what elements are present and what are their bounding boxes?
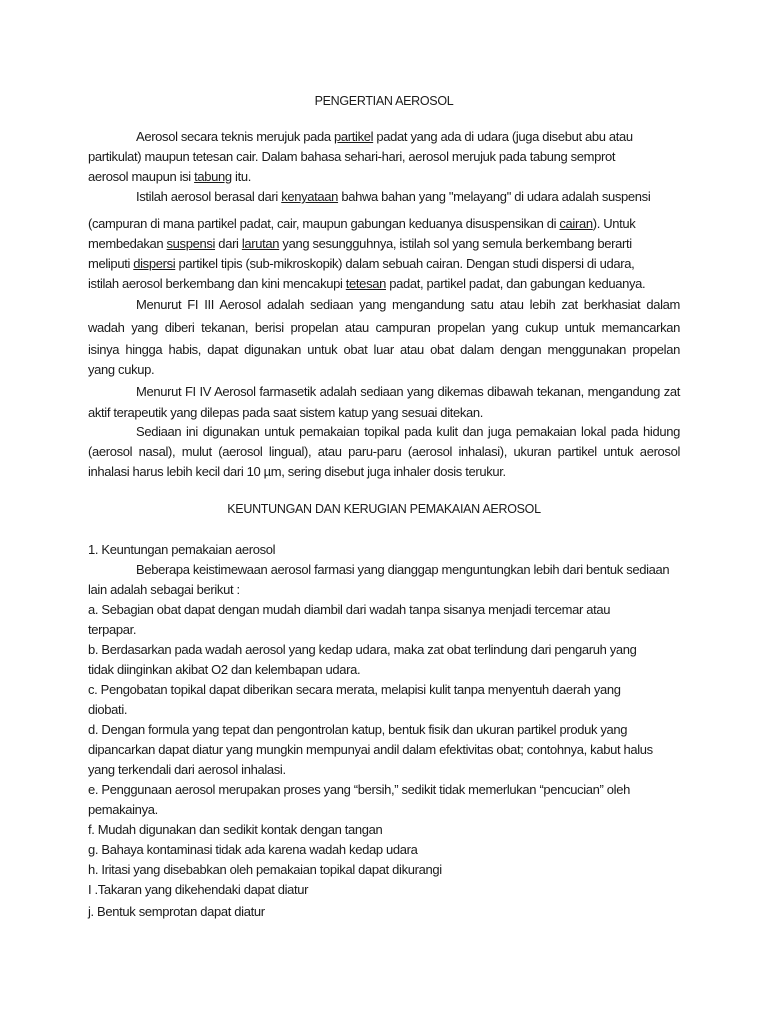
text-line	[136, 424, 680, 440]
text-segment: g. Bahaya kontaminasi tidak ada karena wadah kedap udara	[88, 842, 418, 857]
text-segment: pemakainya.	[88, 802, 158, 817]
text-segment: I .Takaran yang dikehendaki dapat diatur	[88, 882, 309, 897]
text-segment: aktif terapeutik yang dilepas pada saat sistem katup yang sesuai ditekan.	[88, 405, 484, 420]
text-segment: Menurut FI III Aerosol adalah sediaan yang mengandung satu atau lebih zat berkhasiat dalam	[136, 297, 680, 312]
text-line	[88, 256, 634, 272]
text-line	[88, 682, 621, 698]
text-line	[88, 782, 630, 798]
text-line	[88, 169, 251, 185]
text-segment: inhalasi harus lebih kecil dari 10 µm, sering disebut juga inhaler dosis terukur.	[88, 464, 506, 479]
text-line	[136, 562, 669, 578]
text-line	[88, 662, 360, 678]
text-segment: Istilah aerosol berasal dari	[136, 189, 282, 204]
text-segment: 1. Keuntungan pemakaian aerosol	[88, 542, 276, 557]
section-title-keuntungan: KEUNTUNGAN DAN KERUGIAN PEMAKAIAN AEROSOL	[227, 502, 541, 516]
text-line	[88, 702, 127, 718]
text-segment: h. Iritasi yang disebabkan oleh pemakaian topikal dapat dikurangi	[88, 862, 442, 877]
text-line	[88, 444, 680, 460]
text-segment: Beberapa keistimewaan aerosol farmasi yang dianggap menguntungkan lebih dari bentuk sediaan	[136, 562, 670, 577]
text-segment: b. Berdasarkan pada wadah aerosol yang kedap udara, maka zat obat terlindung dari pengaruh yang	[88, 642, 637, 657]
text-segment: yang sesungguhnya, istilah sol yang semula berkembang berarti	[279, 236, 632, 251]
text-line	[136, 297, 680, 313]
text-segment: yang cukup.	[88, 362, 155, 377]
text-line	[88, 822, 382, 838]
text-segment: wadah yang diberi tekanan, berisi propelan atau campuran propelan yang cukup untuk memancarkan	[88, 320, 680, 335]
text-segment: isinya hingga habis, dapat digunakan untuk obat luar atau obat dalam dengan menggunakan propelan	[88, 342, 680, 357]
hyperlink-term[interactable]: dispersi	[133, 256, 176, 271]
text-segment: j. Bentuk semprotan dapat diatur	[88, 904, 265, 919]
text-line	[88, 464, 506, 480]
text-line	[136, 384, 680, 400]
text-segment: yang terkendali dari aerosol inhalasi.	[88, 762, 286, 777]
text-segment: ). Untuk	[592, 216, 636, 231]
text-segment: (campuran di mana partikel padat, cair, maupun gabungan keduanya disuspensikan di	[88, 216, 560, 231]
text-line	[136, 189, 650, 205]
text-segment: lain adalah sebagai berikut :	[88, 582, 240, 597]
text-line	[88, 622, 136, 638]
text-line	[136, 129, 633, 145]
text-line	[88, 722, 627, 738]
hyperlink-term[interactable]: cairan	[559, 216, 593, 231]
text-segment: bahwa bahan yang "melayang" di udara adalah suspensi	[338, 189, 651, 204]
hyperlink-term[interactable]: larutan	[241, 236, 280, 251]
text-line	[88, 802, 158, 818]
text-segment: dipancarkan dapat diatur yang mungkin mempunyai andil dalam efektivitas obat; contohnya, kabut halus	[88, 742, 653, 757]
hyperlink-term[interactable]: partikel	[334, 129, 374, 144]
text-line	[88, 405, 483, 421]
text-segment: istilah aerosol berkembang dan kini mencakupi	[88, 276, 346, 291]
hyperlink-term[interactable]: tabung	[194, 169, 232, 184]
text-line	[88, 362, 154, 378]
text-segment: padat, partikel padat, dan gabungan keduanya.	[385, 276, 646, 291]
hyperlink-term[interactable]: suspensi	[166, 236, 216, 251]
text-segment: membedakan	[88, 236, 167, 251]
text-segment: diobati.	[88, 702, 128, 717]
text-segment: Sediaan ini digunakan untuk pemakaian topikal pada kulit dan juga pemakaian lokal pada hidung	[136, 424, 680, 439]
text-line	[88, 216, 635, 232]
text-line	[88, 842, 417, 858]
text-segment: f. Mudah digunakan dan sedikit kontak dengan tangan	[88, 822, 383, 837]
text-segment: e. Penggunaan aerosol merupakan proses yang “bersih,” sedikit tidak memerlukan “pencucian” oleh	[88, 782, 630, 797]
text-line	[88, 236, 632, 252]
text-segment: Aerosol secara teknis merujuk pada	[136, 129, 335, 144]
section-title-pengertian: PENGERTIAN AEROSOL	[314, 94, 454, 108]
text-line	[88, 320, 680, 336]
text-line	[88, 742, 653, 758]
text-segment: partikel tipis (sub-mikroskopik) dalam sebuah cairan. Dengan studi dispersi di udara,	[175, 256, 635, 271]
text-segment: dari	[215, 236, 242, 251]
text-line	[88, 642, 637, 658]
text-line	[88, 542, 275, 558]
text-segment: (aerosol nasal), mulut (aerosol lingual), atau paru-paru (aerosol inhalasi), ukuran partikel untuk aerosol	[88, 444, 680, 459]
text-line	[88, 276, 645, 292]
text-line	[88, 904, 265, 920]
text-line	[88, 602, 610, 618]
text-segment: tidak diinginkan akibat O2 dan kelembapan udara.	[88, 662, 361, 677]
text-segment: partikulat) maupun tetesan cair. Dalam bahasa sehari-hari, aerosol merujuk pada tabung semprot	[88, 149, 616, 164]
text-line	[88, 582, 240, 598]
text-segment: meliputi	[88, 256, 134, 271]
text-line	[88, 342, 680, 358]
text-segment: terpapar.	[88, 622, 137, 637]
text-segment: d. Dengan formula yang tepat dan pengontrolan katup, bentuk fisik dan ukuran partikel produk yang	[88, 722, 628, 737]
text-segment: itu.	[231, 169, 251, 184]
hyperlink-term[interactable]: kenyataan	[281, 189, 339, 204]
text-segment: padat yang ada di udara (juga disebut abu atau	[373, 129, 633, 144]
text-segment: a. Sebagian obat dapat dengan mudah diambil dari wadah tanpa sisanya menjadi tercemar atau	[88, 602, 611, 617]
text-line	[88, 762, 286, 778]
text-segment: aerosol maupun isi	[88, 169, 195, 184]
hyperlink-term[interactable]: tetesan	[345, 276, 386, 291]
text-line	[88, 882, 308, 898]
text-line	[88, 149, 615, 165]
text-line	[88, 862, 442, 878]
text-segment: c. Pengobatan topikal dapat diberikan secara merata, melapisi kulit tanpa menyentuh daerah yang	[88, 682, 621, 697]
text-segment: Menurut FI IV Aerosol farmasetik adalah sediaan yang dikemas dibawah tekanan, mengandung zat	[136, 384, 680, 399]
